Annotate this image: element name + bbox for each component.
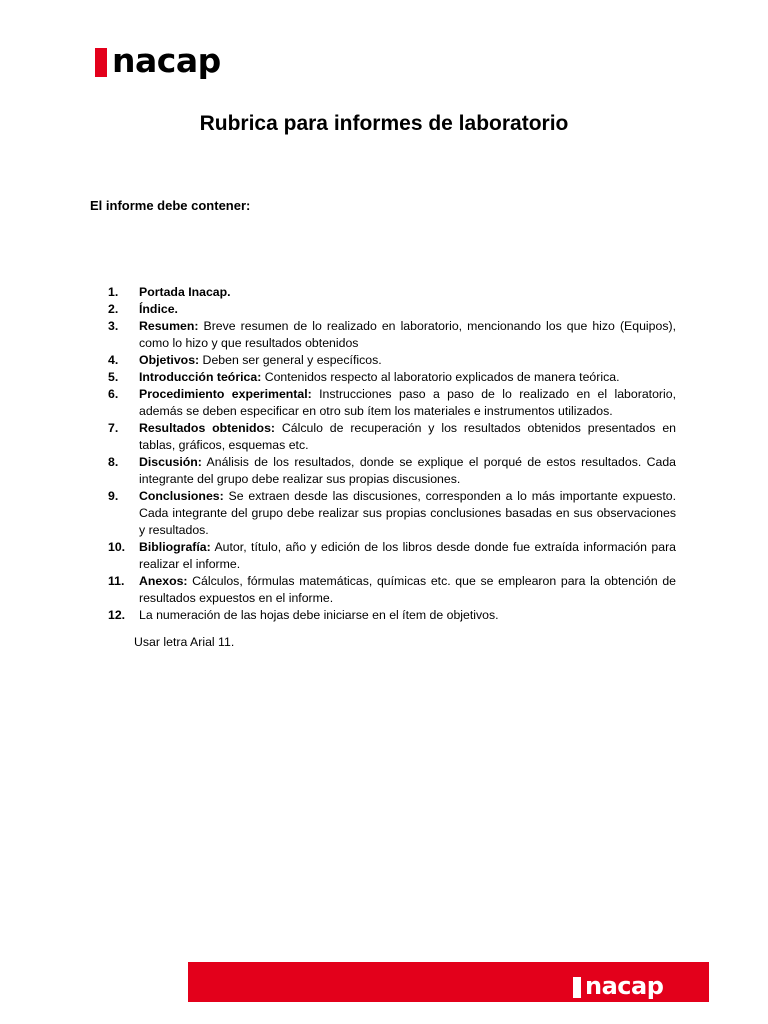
item-text: Se extraen desde las discusiones, corresponden a lo más importante expuesto. Cada integrante del grupo debe realizar sus propias conclusiones basadas en sus observaciones y resultados. bbox=[139, 489, 676, 537]
item-label: Discusión: bbox=[139, 455, 202, 469]
list-item bbox=[108, 607, 676, 624]
item-number: 4. bbox=[108, 353, 119, 367]
item-number: 9. bbox=[108, 489, 119, 503]
item-text: Contenidos respecto al laboratorio explicados de manera teórica. bbox=[261, 370, 620, 384]
item-label: Resumen: bbox=[139, 319, 199, 333]
item-text: Cálculos, fórmulas matemáticas, químicas etc. que se emplearon para la obtención de resultados expuestos en el informe. bbox=[139, 574, 676, 605]
item-text: Cálculo de recuperación y los resultados obtenidos presentados en tablas, gráficos, esquemas etc. bbox=[139, 421, 676, 452]
list-item bbox=[108, 284, 676, 301]
item-text: Análisis de los resultados, donde se explique el porqué de estos resultados. Cada integrante del grupo debe realizar sus propias discusiones. bbox=[139, 455, 676, 486]
page-title: Rubrica para informes de laboratorio bbox=[199, 112, 569, 135]
requirements-list bbox=[108, 284, 676, 624]
footer-logo bbox=[573, 974, 663, 998]
item-text: Deben ser general y específicos. bbox=[199, 353, 382, 367]
item-number: 11. bbox=[108, 574, 125, 588]
list-item bbox=[108, 454, 676, 488]
item-text: Autor, título, año y edición de los libros desde donde fue extraída información para realizar el informe. bbox=[139, 540, 676, 571]
logo-bar-icon bbox=[573, 977, 581, 998]
item-label: Conclusiones: bbox=[139, 489, 224, 503]
logo-wordmark: nacap bbox=[585, 972, 664, 1000]
item-label: Procedimiento experimental: bbox=[139, 387, 312, 401]
item-number: 8. bbox=[108, 455, 119, 469]
list-item bbox=[108, 352, 676, 369]
item-number: 5. bbox=[108, 370, 119, 384]
list-item bbox=[108, 301, 676, 318]
item-text: Instrucciones paso a paso de lo realizado en el laboratorio, además se deben especificar en otro sub ítem los materiales e instrumentos utilizados. bbox=[139, 387, 676, 418]
logo-bar-icon bbox=[95, 48, 107, 77]
item-label: Resultados obtenidos: bbox=[139, 421, 276, 435]
logo-wordmark: nacap bbox=[112, 41, 221, 80]
item-text: La numeración de las hojas debe iniciarse en el ítem de objetivos. bbox=[139, 608, 499, 622]
item-label: Bibliografía: bbox=[139, 540, 211, 554]
font-note: Usar letra Arial 11. bbox=[134, 635, 235, 649]
inacap-logo bbox=[95, 41, 221, 80]
item-number: 1. bbox=[108, 285, 119, 299]
item-number: 7. bbox=[108, 421, 119, 435]
item-number: 10. bbox=[108, 540, 126, 554]
item-number: 6. bbox=[108, 387, 119, 401]
item-label: Índice. bbox=[139, 302, 178, 316]
item-label: Objetivos: bbox=[139, 353, 200, 367]
list-item bbox=[108, 539, 676, 573]
list-item bbox=[108, 488, 676, 539]
intro-text: El informe debe contener: bbox=[90, 198, 251, 213]
item-label: Anexos: bbox=[139, 574, 188, 588]
item-label: Portada Inacap. bbox=[139, 285, 231, 299]
list-item bbox=[108, 318, 676, 352]
item-number: 2. bbox=[108, 302, 119, 316]
item-label: Introducción teórica: bbox=[139, 370, 262, 384]
item-number: 3. bbox=[108, 319, 119, 333]
list-item bbox=[108, 573, 676, 607]
list-item bbox=[108, 386, 676, 420]
list-item bbox=[108, 420, 676, 454]
item-number: 12. bbox=[108, 608, 126, 622]
item-text: Breve resumen de lo realizado en laboratorio, mencionando los que hizo (Equipos), como lo hizo y que resultados obtenidos bbox=[139, 319, 676, 350]
list-item bbox=[108, 369, 676, 386]
